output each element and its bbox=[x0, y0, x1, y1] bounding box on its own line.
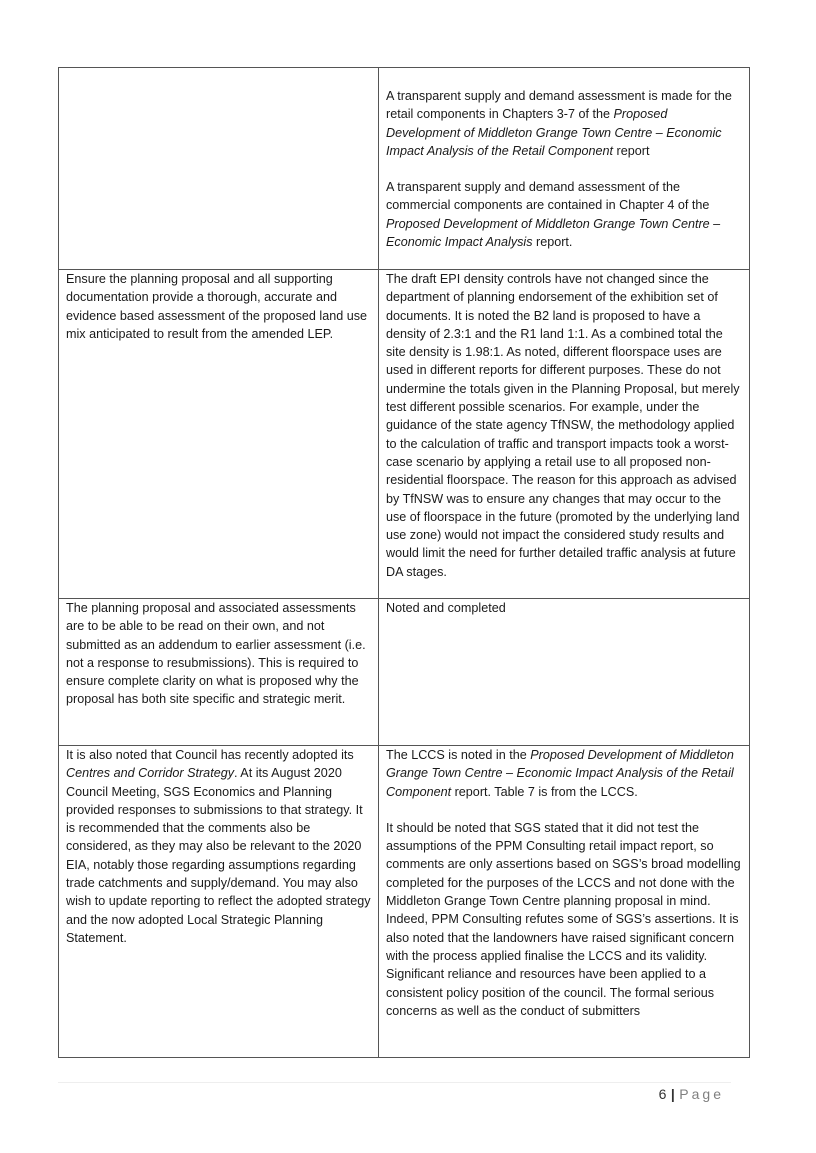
italic-title-run: Centres and Corridor Strategy bbox=[66, 766, 234, 781]
response-cell bbox=[379, 746, 750, 1058]
paragraph bbox=[386, 599, 743, 617]
text-run: The planning proposal and associated assessments are to be able to be read on their own, and not submitted as an addendum to earlier assessment (i.e. not a response to resubmissions). This is required to ensure complete clarity on what is proposed why the proposal has both site specific and strategic merit. bbox=[66, 601, 366, 707]
text-run: report. Table 7 is from the LCCS. bbox=[451, 784, 638, 799]
page-number: 6 bbox=[658, 1086, 667, 1102]
text-run: It should be noted that SGS stated that it did not test the assumptions of the PPM Consulting retail impact report, so comments are only assertions based on SGS’s broad modelling completed for the purposes of the LCCS and not done with the Middleton Grange Town Centre planning proposal in mind. Indeed, PPM Consulting refutes some of SGS’s assertions. It is also noted that the landowners have raised significant concern with the process applied finalise the LCCS and its validity. Significant reliance and resources have been applied to a consistent policy position of the council. The formal serious concerns as well as the conduct of submitters bbox=[386, 820, 741, 1018]
response-cell bbox=[379, 270, 750, 599]
text-run: It is also noted that Council has recently adopted its bbox=[66, 748, 354, 762]
text-run: A transparent supply and demand assessment of the commercial components are contained in Chapter 4 of the bbox=[386, 180, 710, 213]
paragraph bbox=[386, 178, 743, 251]
text-run: . At its August 2020 Council Meeting, SGS Economics and Planning provided responses to submissions to that strategy. It is recommended that the comments also be considered, as they may also be relevant to the 2020 EIA, notably those regarding assumptions regarding trade catchments and supply/demand. You may also wish to update reporting to reflect the adopted strategy and the now adopted Local Strategic Planning Statement. bbox=[66, 766, 371, 945]
italic-title-run: Proposed Development of Middleton Grange Town Centre – Economic Impact Analysis bbox=[386, 216, 721, 250]
paragraph bbox=[66, 599, 372, 709]
paragraph bbox=[386, 87, 743, 160]
requirement-cell bbox=[59, 599, 379, 746]
paragraph-gap bbox=[386, 801, 743, 819]
response-cell bbox=[379, 599, 750, 746]
requirement-cell bbox=[59, 68, 379, 270]
italic-title-run: Proposed Development of Middleton Grange Town Centre – Economic Impact Analysis of the Retail Component bbox=[386, 748, 734, 799]
page-footer bbox=[659, 1086, 724, 1102]
text-run: Noted and completed bbox=[386, 601, 506, 615]
page-word: Page bbox=[679, 1086, 724, 1102]
response-table bbox=[58, 67, 750, 1058]
page-separator: | bbox=[670, 1086, 676, 1102]
text-run: Ensure the planning proposal and all supporting documentation provide a thorough, accurate and evidence based assessment of the proposed land use mix anticipated to result from the amended LEP. bbox=[66, 272, 368, 341]
response-cell bbox=[379, 68, 750, 270]
text-run: The LCCS is noted in the bbox=[386, 748, 531, 762]
paragraph bbox=[66, 270, 372, 343]
paragraph-gap bbox=[386, 160, 743, 178]
paragraph bbox=[386, 270, 743, 581]
table-row bbox=[59, 68, 750, 270]
table-row bbox=[59, 746, 750, 1058]
paragraph bbox=[386, 746, 743, 801]
text-run: The draft EPI density controls have not changed since the department of planning endorsement of the exhibition set of documents. It is noted the B2 land is proposed to have a density of 2.3:1 and the R1 land 1:1. As a combined total the site density is 1.98:1. As noted, different floorspace uses are used in different reports for different purposes. These do not undermine the totals given in the Planning Proposal, but merely test different possible scenarios. For example, under the guidance of the state agency TfNSW, the methodology applied to the calculation of traffic and transport impacts took a worst-case scenario by applying a retail use to all proposed non-residential floorspace. The reason for this approach as advised by TfNSW was to ensure any changes that may occur to the use of floorspace in the future (promoted by the underlying land use zone) would not impact the considered study results and would limit the need for further detailed traffic analysis at future DA stages. bbox=[386, 272, 740, 579]
text-run: report bbox=[613, 143, 650, 158]
text-run: A transparent supply and demand assessment is made for the retail components in Chapters 3-7 of the bbox=[386, 89, 732, 122]
text-run: report. bbox=[532, 235, 573, 250]
italic-title-run: Proposed Development of Middleton Grange Town Centre – Economic Impact Analysis of the Retail Component bbox=[386, 107, 722, 158]
table-row bbox=[59, 599, 750, 746]
requirement-cell bbox=[59, 746, 379, 1058]
paragraph bbox=[66, 746, 372, 947]
footer-divider bbox=[58, 1082, 731, 1083]
table-row bbox=[59, 270, 750, 599]
requirement-cell bbox=[59, 270, 379, 599]
paragraph bbox=[386, 819, 743, 1020]
